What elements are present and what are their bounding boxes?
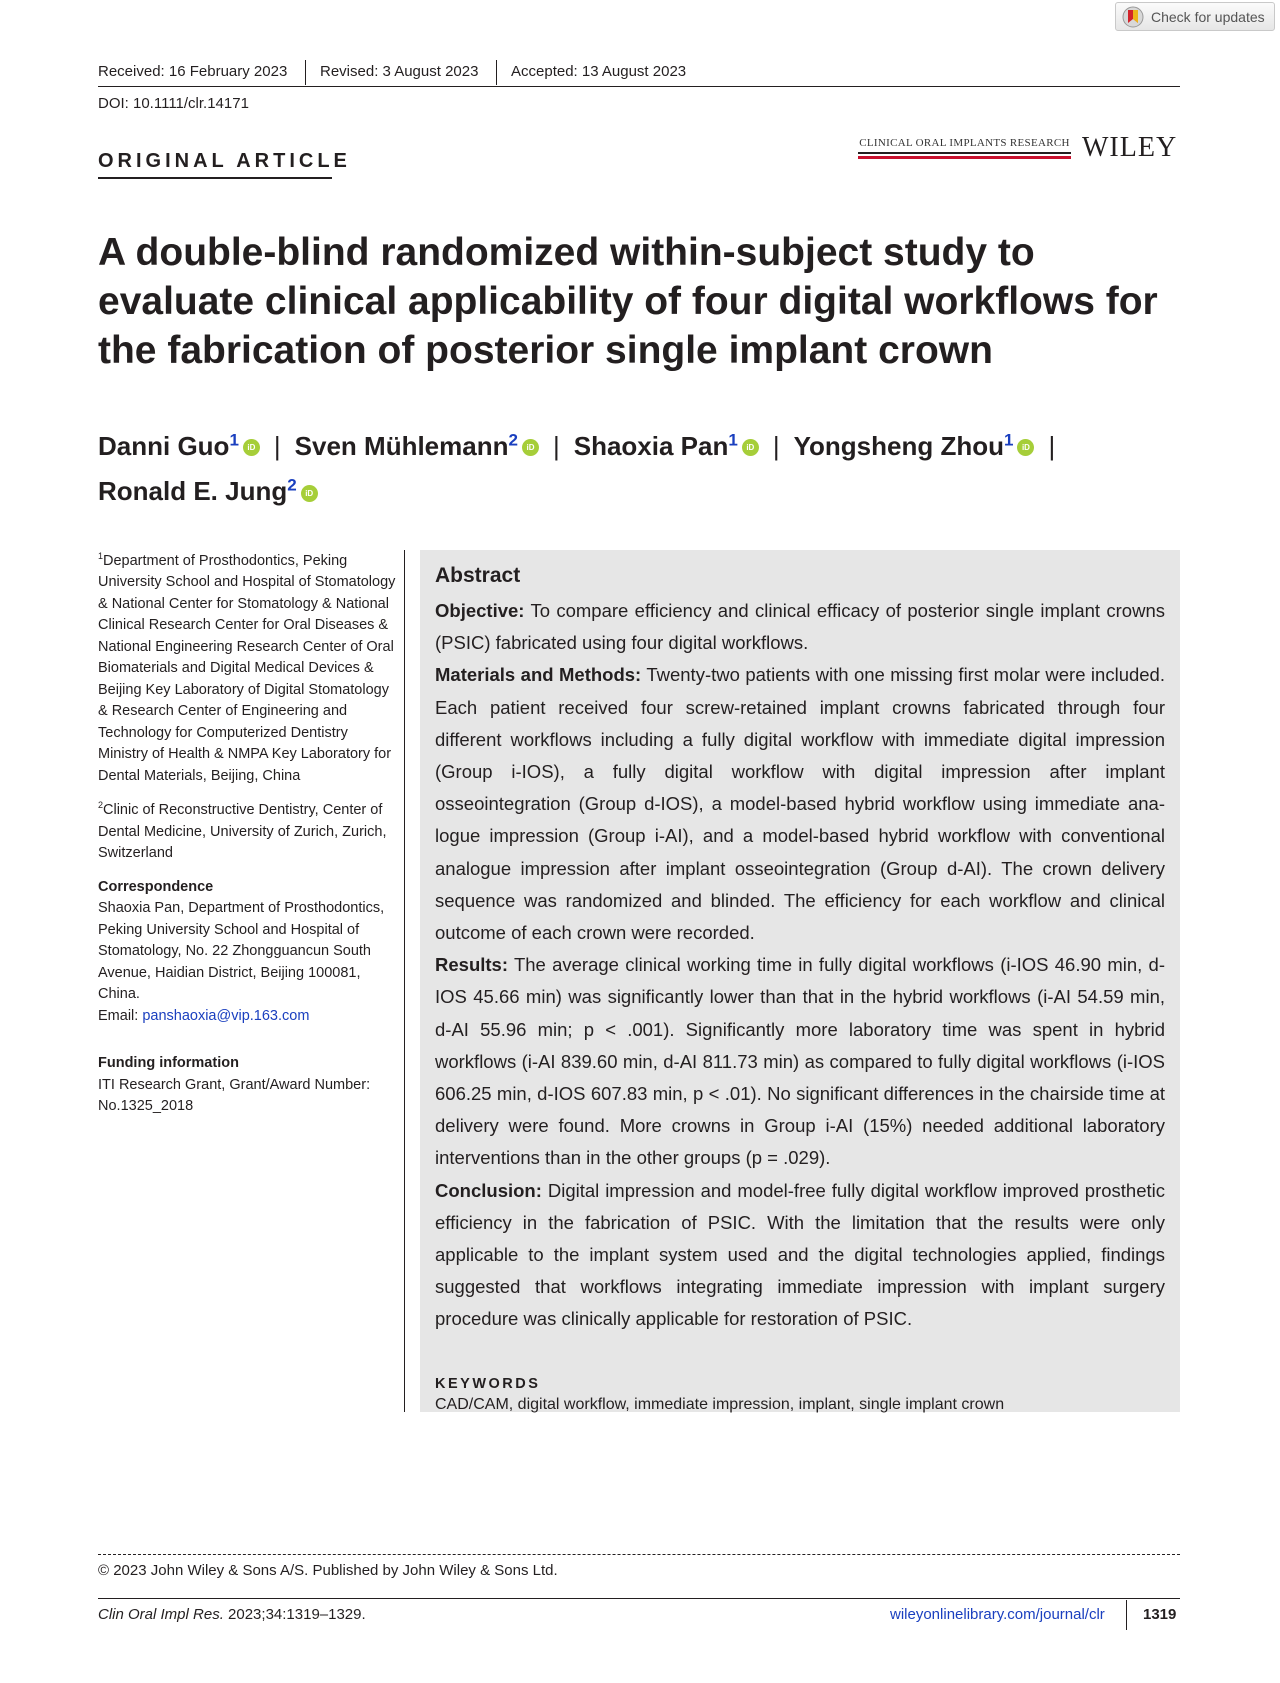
journal-bar — [858, 152, 1071, 154]
journal-logo — [858, 137, 1071, 159]
check-for-updates-label: Check for updates — [1151, 8, 1265, 25]
journal-link[interactable]: wileyonlinelibrary.com/journal/clr — [890, 1606, 1105, 1623]
author[interactable]: Sven Mühlemann$^2$ iD — [295, 431, 539, 461]
orcid-icon[interactable]: iD — [1017, 439, 1034, 456]
copyright: © 2023 John Wiley & Sons A/S. Published by John Wiley & Sons Ltd. — [98, 1562, 558, 1579]
author-list — [98, 420, 1188, 511]
author-separator: | — [1048, 430, 1056, 461]
page-number: 1319 — [1143, 1606, 1177, 1623]
affiliation-ref[interactable]: 1 — [728, 430, 738, 449]
author-separator: | — [552, 430, 560, 461]
affiliation: $^2$Clinic of Reconstructive Dentistry, Center of Dental Medicine, University of Zurich, Zurich, Switzerland — [98, 800, 387, 862]
abstract-heading: Abstract — [435, 564, 521, 587]
funding-heading: Funding information — [98, 1055, 239, 1072]
check-for-updates-button[interactable] — [1115, 2, 1275, 31]
received-date: Received: 16 February 2023 — [98, 63, 288, 80]
author-separator: | — [273, 430, 281, 461]
funding-text: ITI Research Grant, Grant/Award Number: No.1325_2018 — [98, 1076, 371, 1115]
correspondence-text: Shaoxia Pan, Department of Prosthodontics, Peking University School and Hospital of Stomatology, No. 22 Zhongguancun South Avenue, Haidian District, Beijing 100081, China. Email: panshaoxia@vip.163.com — [98, 900, 385, 1024]
revised-date: Revised: 3 August 2023 — [320, 63, 479, 80]
abstract-methods: Materials and Methods: Twenty-two patients with one missing first molar were included. Each patient received four screw-retained implant crowns fabricated through four different workflows including a fully digital workflow with immediate digital impression (Group i-IOS), a fully digital workflow with digital impression after implant osseointegration (Group d-IOS), a model-based hybrid workflow using immediate analogue impression (Group i-AI), and a model-based hybrid workflow with conventional analogue impression after implant osseointegration (Group d-AI). The crown delivery sequence was randomized and blinded. The efficiency for each workflow and clinical outcome of each crown were recorded. — [435, 664, 1165, 944]
article-type: ORIGINAL ARTICLE — [98, 150, 351, 172]
article-title: A double-blind randomized within-subject study to evaluate clinical applicability of four digital workflows for the fabrication of posterior single implant crown — [98, 231, 1158, 372]
author[interactable]: Shaoxia Pan$^1$ iD — [574, 431, 759, 461]
orcid-icon[interactable]: iD — [522, 439, 539, 456]
publication-dates — [98, 60, 1180, 87]
journal-bar-red — [858, 156, 1071, 159]
journal-name: CLINICAL ORAL IMPLANTS RESEARCH — [859, 137, 1070, 149]
orcid-icon[interactable]: iD — [742, 439, 759, 456]
orcid-icon[interactable]: iD — [301, 485, 318, 502]
abstract-results: Results: The average clinical working time in fully digital workflows (i-IOS 46.90 min, d-IOS 45.66 min) was significantly lower than that in the hybrid workflows (i-AI 54.59 min, d-AI 55.96 min; p < .001). Significantly more laboratory time was spent in hybrid workflows (i-AI 839.60 min, d-AI 811.73 min) as compared to fully digital workflows (i-IOS 606.25 min, d-IOS 607.83 min, p < .01). No significant differences in the chairside time at delivery were found. More crowns in Group i-AI (15%) needed additional laboratory interventions than in the other groups (p = .029). — [435, 954, 1166, 1169]
footer-divider — [98, 1554, 1180, 1555]
affiliation-ref[interactable]: 1 — [1003, 430, 1014, 449]
author[interactable]: Yongsheng Zhou$^1$ iD — [794, 431, 1035, 461]
divider — [305, 60, 306, 85]
column-divider — [404, 550, 405, 1412]
abstract-box — [420, 550, 1180, 1412]
author[interactable]: Danni Guo$^1$ iD — [98, 431, 260, 461]
divider — [98, 1598, 1180, 1599]
keywords: CAD/CAM, digital workflow, immediate impression, implant, single implant crown — [435, 1395, 1005, 1413]
publisher-logo: WILEY — [1082, 132, 1178, 163]
accepted-date: Accepted: 13 August 2023 — [511, 63, 687, 80]
citation: Clin Oral Impl Res. 2023;34:1319–1329. — [98, 1606, 366, 1623]
email-link[interactable]: panshaoxia@vip.163.com — [142, 1007, 310, 1024]
divider — [1126, 1600, 1127, 1630]
affiliation-column — [98, 546, 398, 1118]
abstract-conclusion: Conclusion: Digital impression and model-free fully digital workflow improved prosthetic efficiency in the fabrication of PSIC. With the limitation that the results were only applicable to the implant system used and the digital technologies applied, findings suggested that workflows integrating immediate impression with implant surgery procedure was clinically applicable for restoration of PSIC. — [435, 1179, 1165, 1330]
divider — [98, 177, 332, 179]
keywords-heading: KEYWORDS — [435, 1375, 541, 1392]
check-updates-icon — [1122, 6, 1144, 28]
abstract-objective: Objective: To compare efficiency and clinical efficacy of posterior single implant crowns (PSIC) fabricated using four digital workflows. — [435, 600, 1165, 654]
affiliation: $^1$Department of Prosthodontics, Peking University School and Hospital of Stomatology & National Center for Stomatology & National Clinical Research Center for Oral Diseases & National Engineering Research Center of Oral Biomaterials and Digital Medical Devices & Beijing Key Laboratory of Digital Stomatology & Research Center of Engineering and Technology for Computerized Dentistry Ministry of Health & NMPA Key Laboratory for Dental Materials, Beijing, China — [98, 551, 396, 784]
doi[interactable]: DOI: 10.1111/clr.14171 — [98, 95, 249, 112]
author-separator: | — [772, 430, 780, 461]
orcid-icon[interactable]: iD — [243, 439, 260, 456]
divider — [496, 60, 497, 85]
correspondence-heading: Correspondence — [98, 878, 214, 895]
affiliation-ref[interactable]: 2 — [287, 475, 297, 495]
affiliation-ref[interactable]: 2 — [508, 430, 518, 449]
affiliation-ref[interactable]: 1 — [229, 430, 239, 449]
author[interactable]: Ronald E. Jung$^2$ iD — [98, 476, 318, 506]
